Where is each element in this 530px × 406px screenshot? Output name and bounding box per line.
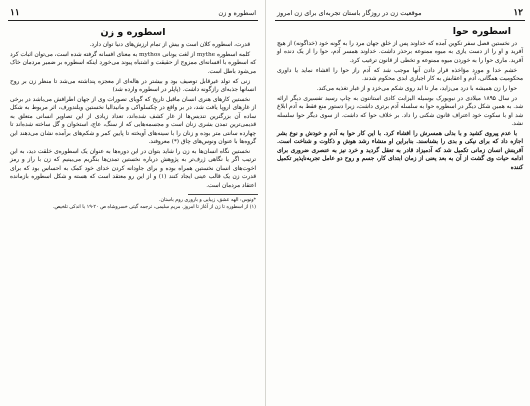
left-paragraph: زنی که تولد غیرقابل توصیف بود و بیشتر در هاله‌ای از معجزه پنداشته می‌شد تا منظر زن بر روح انسانها جذبه‌ای رازگونه داشت. (پاپلر در اسطوره وارده شد) <box>10 78 256 94</box>
right-paragraph: حوا را زن همیشه با درد می‌زاید، مار تا ابد روی شکم می‌خزد و از غبار تغذیه می‌کند. <box>316 86 517 93</box>
left-paragraph: نخستین کارهای هنری انسان ماقبل تاریخ که گویای تصورات وی از جهان اطرافش می‌باشد در برخی از غارهای اروپا یافت شد، در بر واقع در چکسلواکی و مانیدالیا نخستین ویلندورف، اثر مربوط به شکل ساده آن بزرگترین تندیس‌ها از غار کشف شده‌اند، تعداد زیادی از این تصاویر انسانی متعلق به قدیمی‌ترین تمدن بشری زنان است و مجسمه‌هایی که از سنگ، عاج، استخوان و گل ساخته شده‌اند تا چهارده سانتی متر بوده و زنان را با سینه‌های آویخته تا پایین کمر و شکم‌های برآمده نشان می‌دهند این گروه‌ها با عنوان ونوس‌های چاق (*) معروفند. <box>10 96 256 145</box>
left-page-number: ۱۱ <box>10 8 20 18</box>
right-section-heading: اسطوره حوا <box>452 26 511 37</box>
left-footnote: (۱) از اسطوره تا زن از آغاز تا امروز. مریم سلیمی، ترجمه گیتی خسروشاه ص ۲۰-۱۹ با اندکی تلخیص. <box>52 204 256 210</box>
right-body-text <box>277 40 523 172</box>
book-gutter <box>265 0 266 406</box>
right-page-number: ۱۲ <box>513 8 523 18</box>
right-paragraph: خشم خدا و مورد مؤاخذه قرار دادن آنها موجب شد که آدم راز حوا را افشاء نماید یا داوری محکومیت همگانی، آدم و اعقابش به کار اجباری ابدی محکوم شدند. <box>277 67 523 83</box>
left-running-title: اسطوره و زن <box>218 9 256 17</box>
left-body-text <box>10 41 256 190</box>
right-running-head <box>275 9 525 21</box>
right-paragraph: در سال ۱۸۹۵ میلادی در نیویورک بوسیله الیزابت کادی استانتون به چاپ رسید تفسیری دیگر ارائه شد. به همین شکل دیگر در اسطوره حوا به سلسله آدم برتری داشت، زیرا دستور منع فقط به آدم ابلاغ شد او با سکوت خود اعتراف قانون شکنی را داد. بر خلاف حوا که داشت. از سوی دیگر حوا سلسله نشد. <box>277 95 523 128</box>
left-page <box>8 0 258 406</box>
left-section-heading: اسطوره و زن <box>100 27 166 38</box>
left-paragraph: کلمه اسطوره mythe از لغت یونانی mythos به معنای افسانه گرفته شده است، می‌توان اثبات کرد که اسطوره با افسانه‌ای ممزوج از حقیقت و اشتباه پیوند می‌خورد اینکه اسطوره بر ضمیر مردمان خاک می‌شود باطل است. <box>10 51 256 75</box>
left-footnote: *ونوس: الهه عشق، زیبایی و باروری روم باستان. <box>158 197 256 203</box>
left-paragraph: قدرت، اسطوره کلان است و بیش از تمام ارزش‌های دنیا توان دارد. <box>89 42 250 48</box>
left-paragraph: نخستین نگاه انسان‌ها به زن را شاید بتوان در این دوره‌ها به عنوان یک اسطوره‌ی خلقت دید، به این ترتیب اگر یا نگاهی ژرف‌تر به پژوهش درباره نخستین تمدن‌ها بنگریم می‌بینیم که زن با راز و رمز اخوت‌های انسان نخستین همراه بوده و برای جاودانه کردن خدای خود کمک به احساس بود که برای قدرت زن یک قالب عینی ایجاد کنند (۱) و از این رو معتقد است که هسته و شکل اسطوره بازمانده اعتقاد مردمان است. <box>10 148 256 189</box>
footnote-divider <box>188 194 258 195</box>
right-page <box>275 0 525 406</box>
left-running-head <box>8 9 258 21</box>
right-paragraph-bold: با عدم پیروی کشید و با بدلی همسرش را افشاء کرد. با این کار حوا به آدم و خودش و نوع بشر اجازه داد که برای نیکی و بدی را بشناسند. بنابراین او منشاء رشد هوش و ذکاوت و شناخت است. آفرینش انسان زمانی تکمیل شد که آدمیزاد قادر به تعقل گردید و خرد نیز به عنصری ضروری برای ادامه حیات وی گشت از آن به بعد یعنی از زمان ابتدای کار، جسم و روح دو عامل تجربه‌ناپذیر تکمیل کننده <box>277 131 523 171</box>
right-running-title: موقعیت زن در روزگار باستان تجربه‌ای برای زن امروز <box>277 9 422 17</box>
right-paragraph: در نخستین فصل سفر تکوین آمده که خداوند پس از خلق جهان مرد را به گونه خود (خداگونه) از هیچ آفرید و او را از دست یازی به میوه ممنوعه برحذر داشت. خداوند همسر آدم، حوا را از یک دنده او آفرید. ماری حوا را به خوردن میوه ممنوعه و تخطی از قانون ترغیب کرد. <box>277 41 523 64</box>
